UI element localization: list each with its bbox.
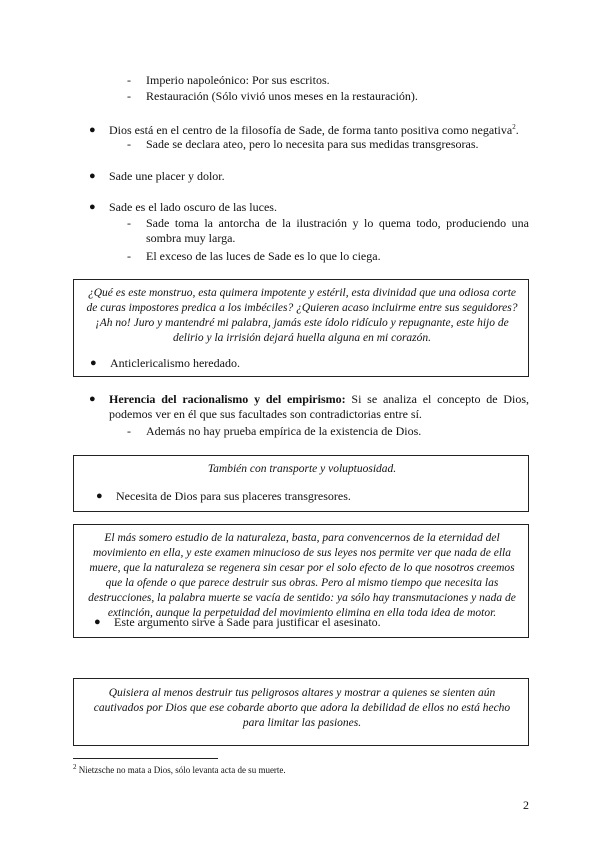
dash-marker: -	[127, 424, 131, 438]
list-item-text: Sade se declara ateo, pero lo necesita para sus medidas transgresoras.	[146, 137, 479, 151]
footnote	[73, 764, 533, 776]
bullet-marker: ●	[89, 201, 96, 213]
dash-marker: -	[127, 249, 131, 263]
list-item	[127, 137, 547, 153]
page-number: 2	[523, 798, 529, 812]
list-item	[127, 424, 547, 440]
list-item-text: Restauración (Sólo vivió unos meses en la restauración).	[146, 89, 418, 103]
quote-text: También con transporte y voluptuosidad.	[207, 463, 397, 475]
quote-box	[73, 678, 529, 746]
footnote-ref[interactable]: 2	[512, 123, 516, 131]
list-item-text: Además no hay prueba empírica de la existencia de Dios.	[146, 424, 422, 438]
footnote-text: Nietzsche no mata a Dios, sólo levanta acta de su muerte.	[78, 765, 286, 775]
heading-bold: Herencia del racionalismo y del empirismo:	[109, 392, 346, 406]
list-item-text: Sade toma la antorcha de la ilustración y lo quema todo, produciendo una sombra muy larga.	[146, 216, 529, 245]
quote-text: Quisiera al menos destruir tus peligrosos altares y mostrar a quienes se sienten aún cautivados por Dios que ese cobarde aborto que adora la debilidad de ellos no está hecho para limitar las pasiones.	[93, 687, 511, 729]
footnote-separator	[73, 758, 218, 759]
list-item	[90, 356, 510, 372]
quote-box	[73, 524, 529, 638]
list-item	[96, 489, 516, 505]
list-item-text: Si se analiza el concepto de Dios, podemos ver en él que sus facultades son contradictorias entre sí.	[109, 392, 529, 421]
list-item-text: Dios está en el centro de la filosofía de Sade, de forma tanto positiva como negativa	[109, 123, 513, 137]
dash-marker: -	[127, 73, 131, 87]
list-item	[127, 89, 547, 105]
list-item-text: Necesita de Dios para sus placeres transgresores.	[116, 489, 351, 503]
bullet-marker: ●	[89, 124, 96, 136]
list-item	[94, 615, 514, 631]
dash-marker: -	[127, 137, 131, 151]
list-item: ● Dios está en el centro de la filosofía de Sade, de forma tanto positiva como negativa$^2$.	[89, 123, 519, 137]
bullet-marker: ●	[89, 393, 96, 405]
list-item	[127, 249, 547, 265]
quote-box	[73, 455, 529, 512]
list-item	[89, 169, 549, 185]
list-item	[89, 392, 529, 424]
list-item-text: Sade es el lado oscuro de las luces.	[109, 200, 277, 214]
footnote-number: 2	[73, 763, 77, 771]
list-item-text: Anticlericalismo heredado.	[110, 356, 240, 370]
list-item-text: Sade une placer y dolor.	[109, 169, 225, 183]
bullet-marker: ●	[89, 170, 96, 182]
list-item-text: Imperio napoleónico: Por sus escritos.	[146, 73, 330, 87]
list-item	[89, 200, 549, 216]
bullet-marker: ●	[94, 616, 101, 628]
bullet-marker: ●	[90, 357, 97, 369]
quote-box	[73, 279, 529, 377]
list-item	[127, 216, 529, 248]
dash-marker: -	[127, 89, 131, 103]
quote-text: El más somero estudio de la naturaleza, basta, para convencernos de la eternidad del movimiento en ella, y este examen minucioso de sus leyes nos permite ver que nada de ella muere, que la naturaleza se regenera sin cesar por el solo efecto de lo que nosotros creemos que la ofende o que parece destruir sus obras. Pero al mismo tiempo que necesita las destrucciones, la palabra muerte se vacía de sentido: ya sólo hay transmutaciones y nada de extinción, aunque la perpetuidad del movimiento elimina en ella toda idea de motor.	[88, 532, 516, 619]
bullet-marker: ●	[96, 490, 103, 502]
list-item-text: Este argumento sirve a Sade para justificar el asesinato.	[114, 615, 381, 629]
list-item	[127, 73, 547, 89]
dash-marker: -	[127, 216, 131, 230]
list-item-text: El exceso de las luces de Sade es lo que lo ciega.	[146, 249, 381, 263]
quote-text: ¿Qué es este monstruo, esta quimera impotente y estéril, esta divinidad que una odiosa corte de curas impostores predica a los imbéciles? ¿Quieren acaso incluirme entre sus seguidores? ¡Ah no! Juro y mantendré mi palabra, jamás este ídolo ridículo y repugnante, este hijo de delirio y la irrisión dejará huella alguna en mi corazón.	[86, 287, 518, 344]
